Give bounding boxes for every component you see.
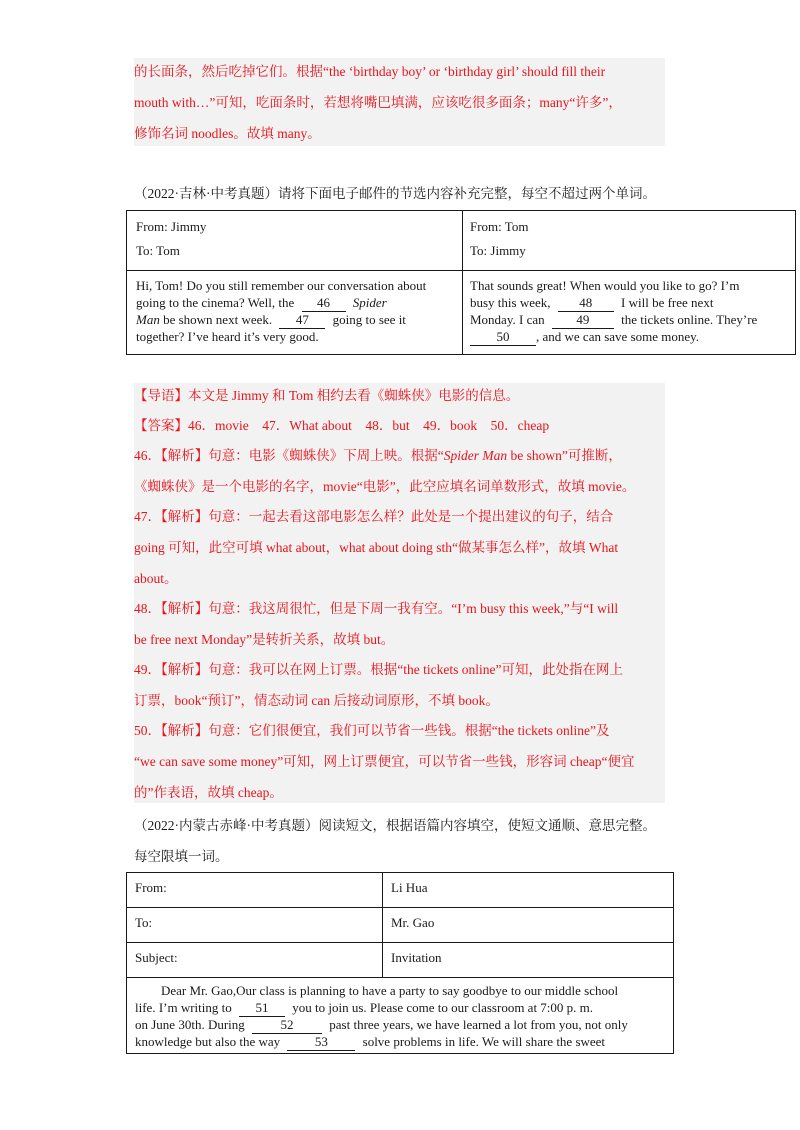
q2-subject-value: Invitation — [391, 950, 442, 965]
q2-subject-value-cell — [383, 943, 674, 978]
q2-body-line-4 — [135, 1034, 673, 1051]
q2-from-label: From: — [135, 880, 167, 895]
q1-explanation-47-line-1: 47．【解析】句意：一起去看这部电影怎么样？此处是一个提出建议的句子，结合 — [134, 509, 614, 524]
q2-prompt-line-2: 每空限填一词。 — [134, 849, 229, 864]
q1-explanation-50-line-2: “we can save some money”可知，网上订票便宜，可以节省一些钱，形容词 cheap“便宜 — [134, 754, 635, 769]
q1-left-body-cell — [127, 271, 463, 355]
q1-prompt: （2022·吉林·中考真题）请将下面电子邮件的节选内容补充完整，每空不超过两个单词。 — [134, 186, 656, 201]
q2-body-line-3 — [135, 1017, 673, 1034]
blank-53[interactable]: 53 — [287, 1034, 355, 1051]
blank-50[interactable]: 50 — [470, 329, 536, 346]
q1-explanation-50-line-3: 的”作表语，故填 cheap。 — [134, 785, 283, 800]
q2-to-label-cell — [127, 908, 383, 943]
blank-51[interactable]: 51 — [239, 1000, 285, 1017]
q1-left-header-cell — [127, 211, 463, 271]
q2-body-text: you to join us. Please come to our classroom at 7:00 p. m. — [292, 999, 594, 1015]
q1-left-body-line-4: together? I’ve heard it’s very good. — [136, 328, 319, 344]
q1-left-body-title-cont: Man — [136, 311, 160, 327]
q2-body-cell — [127, 978, 674, 1054]
q1-left-body-title: Spider — [352, 294, 387, 310]
q1-explanation-46-line-2: 《蜘蛛侠》是一个电影的名字，movie“电影”，此空应填名词单数形式，故填 movie。 — [134, 479, 636, 494]
top-explanation-line-2: mouth with…”可知，吃面条时，若想将嘴巴填满，应该吃很多面条；many“许多”， — [134, 95, 622, 110]
q2-subject-label: Subject: — [135, 950, 178, 965]
q2-body-text: past three years, we have learned a lot from you, not only — [329, 1016, 628, 1032]
q2-body-text: solve problems in life. We will share the sweet — [362, 1033, 606, 1049]
q2-from-value: Li Hua — [391, 880, 428, 895]
q1-right-from: From: Tom — [470, 219, 529, 234]
q2-body-text: life. I’m writing to — [135, 999, 232, 1015]
q1-left-body-text: going to the cinema? Well, the — [136, 294, 295, 310]
q2-body-text: knowledge but also the way — [135, 1033, 281, 1049]
q1-right-body-line-3 — [470, 312, 795, 329]
q1-right-body-text: I will be free next — [621, 294, 714, 310]
q2-prompt-line-1: （2022·内蒙古赤峰·中考真题）阅读短文，根据语篇内容填空，使短文通顺、意思完整。 — [134, 818, 656, 833]
q2-from-label-cell — [127, 873, 383, 908]
blank-46[interactable]: 46 — [302, 295, 346, 312]
q2-to-value-cell — [383, 908, 674, 943]
q1-email-table — [126, 210, 796, 355]
q1-explanation-49-line-2: 订票，book“预订”，情态动词 can 后接动词原形，不填 book。 — [134, 693, 499, 708]
q2-subject-label-cell — [127, 943, 383, 978]
q1-left-body-line-3 — [136, 312, 462, 329]
q1-left-body-line-2 — [136, 295, 462, 312]
q1-explanation-47-line-3: about。 — [134, 571, 178, 586]
q2-body-line-1: Dear Mr. Gao,Our class is planning to have a party to say goodbye to our middle school — [161, 983, 619, 998]
top-explanation-line-3: 修饰名词 noodles。故填 many。 — [134, 126, 321, 141]
q1-right-body-text: the tickets online. They’re — [621, 311, 758, 327]
blank-48[interactable]: 48 — [558, 295, 614, 312]
q1-guide: 【导语】本文是 Jimmy 和 Tom 相约去看《蜘蛛侠》电影的信息。 — [134, 388, 520, 403]
q1-explanation-46-title: Spider Man — [443, 448, 508, 463]
q1-right-to: To: Jimmy — [470, 242, 526, 258]
q1-explanation-46-text: be shown”可推断， — [507, 448, 622, 463]
q1-explanation-48-line-1: 48．【解析】句意：我这周很忙，但是下周一我有空。“I’m busy this week,”与“I will — [134, 601, 619, 616]
q1-right-body-line-1: That sounds great! When would you like to go? I’m — [470, 278, 740, 293]
q1-left-body-text: be shown next week. — [163, 311, 273, 327]
q2-body-line-2 — [135, 1000, 673, 1017]
blank-52[interactable]: 52 — [252, 1017, 322, 1034]
q1-right-header-cell — [463, 211, 796, 271]
q1-explanation-47-line-2: going 可知，此空可填 what about，what about doing sth“做某事怎么样”，故填 What — [134, 540, 619, 555]
q1-explanation-48-line-2: be free next Monday”是转折关系，故填 but。 — [134, 632, 395, 647]
q1-right-body-cell — [463, 271, 796, 355]
q1-left-body-text: going to see it — [332, 311, 406, 327]
q1-explanation-49-line-1: 49．【解析】句意：我可以在网上订票。根据“the tickets online”可知，此处指在网上 — [134, 662, 623, 677]
q1-answer: 【答案】46．movie 47．What about 48．but 49．book 50．cheap — [134, 418, 550, 433]
q1-right-body-text: Monday. I can — [470, 311, 545, 327]
q1-left-body-line-1: Hi, Tom! Do you still remember our conversation about — [136, 278, 427, 293]
q1-explanation-46-text: 46．【解析】句意：电影《蜘蛛侠》下周上映。根据“ — [134, 448, 444, 463]
top-explanation-line-1: 的长面条，然后吃掉它们。根据“the ‘birthday boy’ or ‘birthday girl’ should fill their — [134, 64, 606, 79]
q1-explanation-46-line-1 — [134, 446, 622, 466]
q1-right-body-line-4 — [470, 329, 795, 346]
q1-right-body-line-2 — [470, 295, 795, 312]
q2-body-text: on June 30th. During — [135, 1016, 245, 1032]
blank-49[interactable]: 49 — [552, 312, 614, 329]
q1-left-to: To: Tom — [136, 242, 180, 258]
q1-explanation-50-line-1: 50．【解析】句意：它们很便宜，我们可以节省一些钱。根据“the tickets online”及 — [134, 723, 610, 738]
q1-right-body-text: , and we can save some money. — [536, 328, 700, 344]
q2-from-value-cell — [383, 873, 674, 908]
q2-email-table — [126, 872, 674, 1054]
q2-to-value: Mr. Gao — [391, 915, 435, 930]
blank-47[interactable]: 47 — [279, 312, 325, 329]
q1-left-from: From: Jimmy — [136, 219, 207, 234]
q1-right-body-text: busy this week, — [470, 294, 551, 310]
q2-to-label: To: — [135, 915, 153, 930]
